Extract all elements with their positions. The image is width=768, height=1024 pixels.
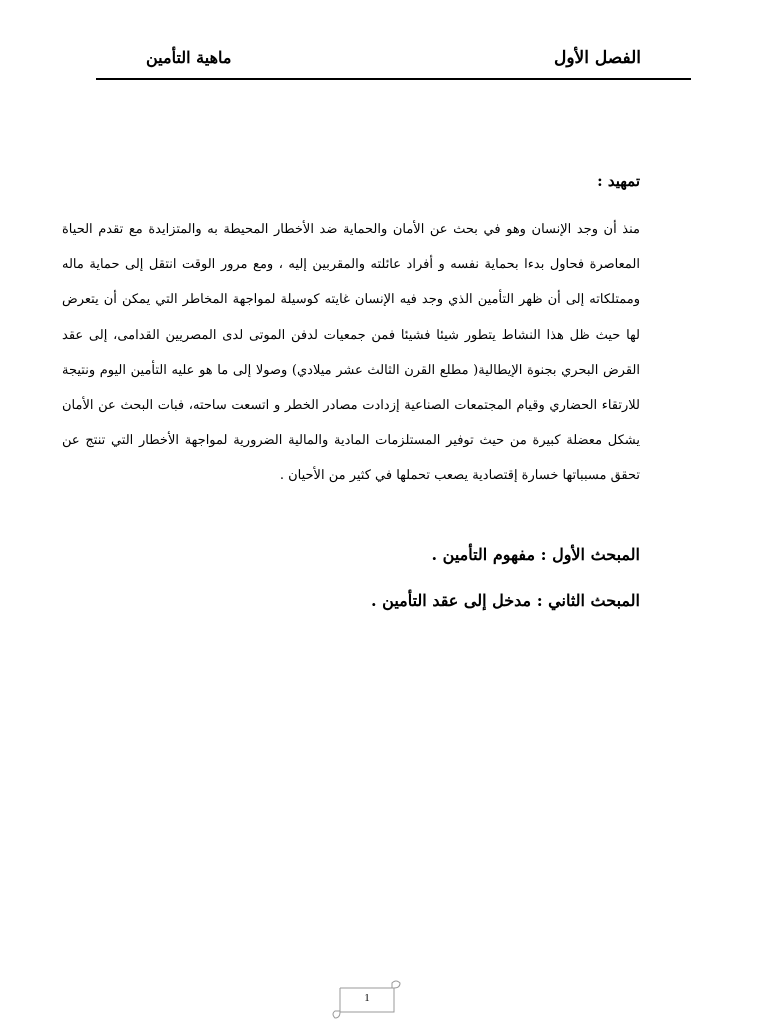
chapter-topic: ماهية التأمين xyxy=(146,48,232,67)
intro-paragraph: منذ أن وجد الإنسان وهو في بحث عن الأمان والحماية ضد الأخطار المحيطة به والمتزايدة مع تقدم الحياة المعاصرة فحاول بدءا بحماية نفسه و أفراد عائلته والمقربين إليه ، ومع مرور الوقت انتقل إلى حماية ماله وممتلكاته إلى أن ظهر التأمين الذي وجد فيه الإنسان غايته كوسيلة لمواجهة المخاطر التي يمكن أن يتعرض لها حيث ظل هذا النشاط يتطور شيئا فشيئا فمن جمعيات لدفن الموتى لدى المصريين القدامى، إلى عقد القرض البحري بجنوة الإيطالية( مطلع القرن الثالث عشر ميلادي) وصولا إلى ما هو عليه التأمين اليوم ونتيجة للارتقاء الحضاري وقيام المجتمعات الصناعية إزدادت مصادر الخطر و اتسعت ساحته، فبات البحث عن الأمان يشكل معضلة كبيرة من حيث توفير المستلزمات المادية والمالية الضرورية لمواجهة الأخطار التي تنتج عن تحقق مسبباتها خسارة إقتصادية يصعب تحملها في كثير من الأحيان . xyxy=(62,222,640,484)
page-number: 1 xyxy=(364,992,370,1004)
section-heading-first: المبحث الأول : مفهوم التأمين . xyxy=(431,545,640,564)
intro-heading: تمهيد : xyxy=(597,172,640,190)
header-divider xyxy=(96,78,691,80)
page-number-scroll xyxy=(332,980,402,1020)
page-header xyxy=(96,40,691,82)
chapter-title: الفصل الأول xyxy=(553,48,641,68)
section-heading-second: المبحث الثاني : مدخل إلى عقد التأمين . xyxy=(371,591,640,610)
